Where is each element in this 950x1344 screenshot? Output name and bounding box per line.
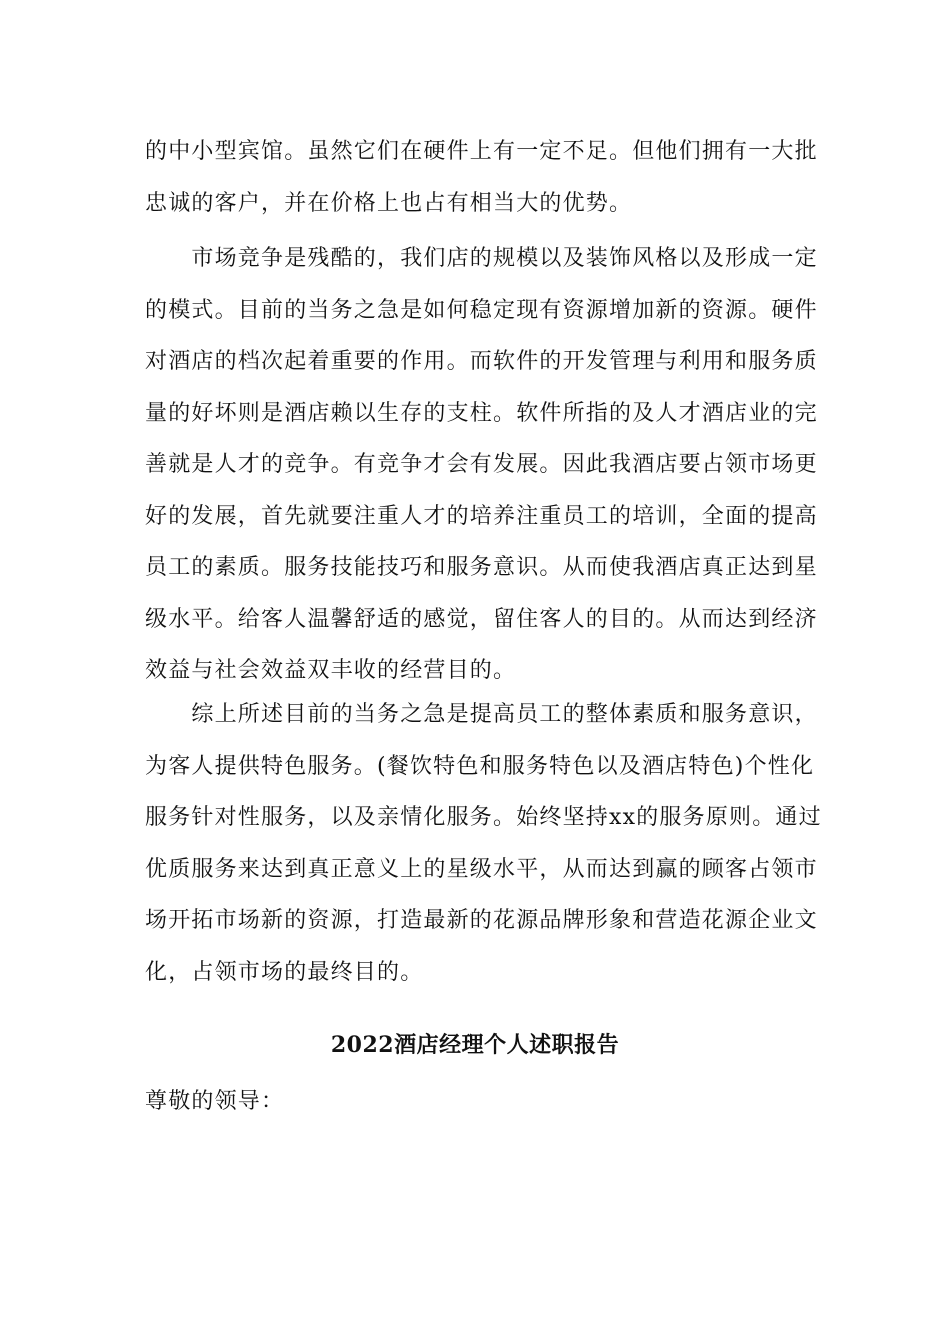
text-line: 服务针对性服务，以及亲情化服务。始终坚持xx的服务原则。通过 xyxy=(145,805,822,830)
paragraph-3 xyxy=(145,689,822,998)
text-line: 效益与社会效益双丰收的经营目的。 xyxy=(145,658,517,683)
paragraph-2 xyxy=(145,233,818,697)
text-line: 市场竞争是残酷的，我们店的规模以及装饰风格以及形成一定 xyxy=(145,246,818,271)
section-heading: 2022酒店经理个人述职报告 xyxy=(330,1032,620,1058)
text-line: 的模式。目前的当务之急是如何稳定现有资源增加新的资源。硬件 xyxy=(145,297,818,323)
text-line: 综上所述目前的当务之急是提高员工的整体素质和服务意识， xyxy=(145,702,818,727)
text-line: 量的好坏则是酒店赖以生存的支柱。软件所指的及人才酒店业的完 xyxy=(145,400,818,426)
salutation: 尊敬的领导： xyxy=(145,1089,285,1114)
text-line: 为客人提供特色服务。(餐饮特色和服务特色以及酒店特色)个性化 xyxy=(145,753,815,779)
paragraph-1 xyxy=(145,126,818,229)
text-line: 善就是人才的竞争。有竞争才会有发展。因此我酒店要占领市场更 xyxy=(145,452,818,477)
text-line: 忠诚的客户，并在价格上也占有相当大的优势。 xyxy=(145,190,633,216)
text-line: 级水平。给客人温馨舒适的感觉，留住客人的目的。从而达到经济 xyxy=(145,606,818,632)
text-line: 的中小型宾馆。虽然它们在硬件上有一定不足。但他们拥有一大批 xyxy=(145,139,818,164)
text-line: 场开拓市场新的资源，打造最新的花源品牌形象和营造花源企业文 xyxy=(145,908,818,933)
text-line: 员工的素质。服务技能技巧和服务意识。从而使我酒店真正达到星 xyxy=(145,555,818,580)
text-line: 化，占领市场的最终目的。 xyxy=(145,959,424,985)
text-line: 优质服务来达到真正意义上的星级水平，从而达到赢的顾客占领市 xyxy=(145,856,818,882)
text-line: 对酒店的档次起着重要的作用。而软件的开发管理与利用和服务质 xyxy=(145,349,818,374)
text-line: 好的发展，首先就要注重人才的培养注重员工的培训，全面的提高 xyxy=(145,503,818,529)
